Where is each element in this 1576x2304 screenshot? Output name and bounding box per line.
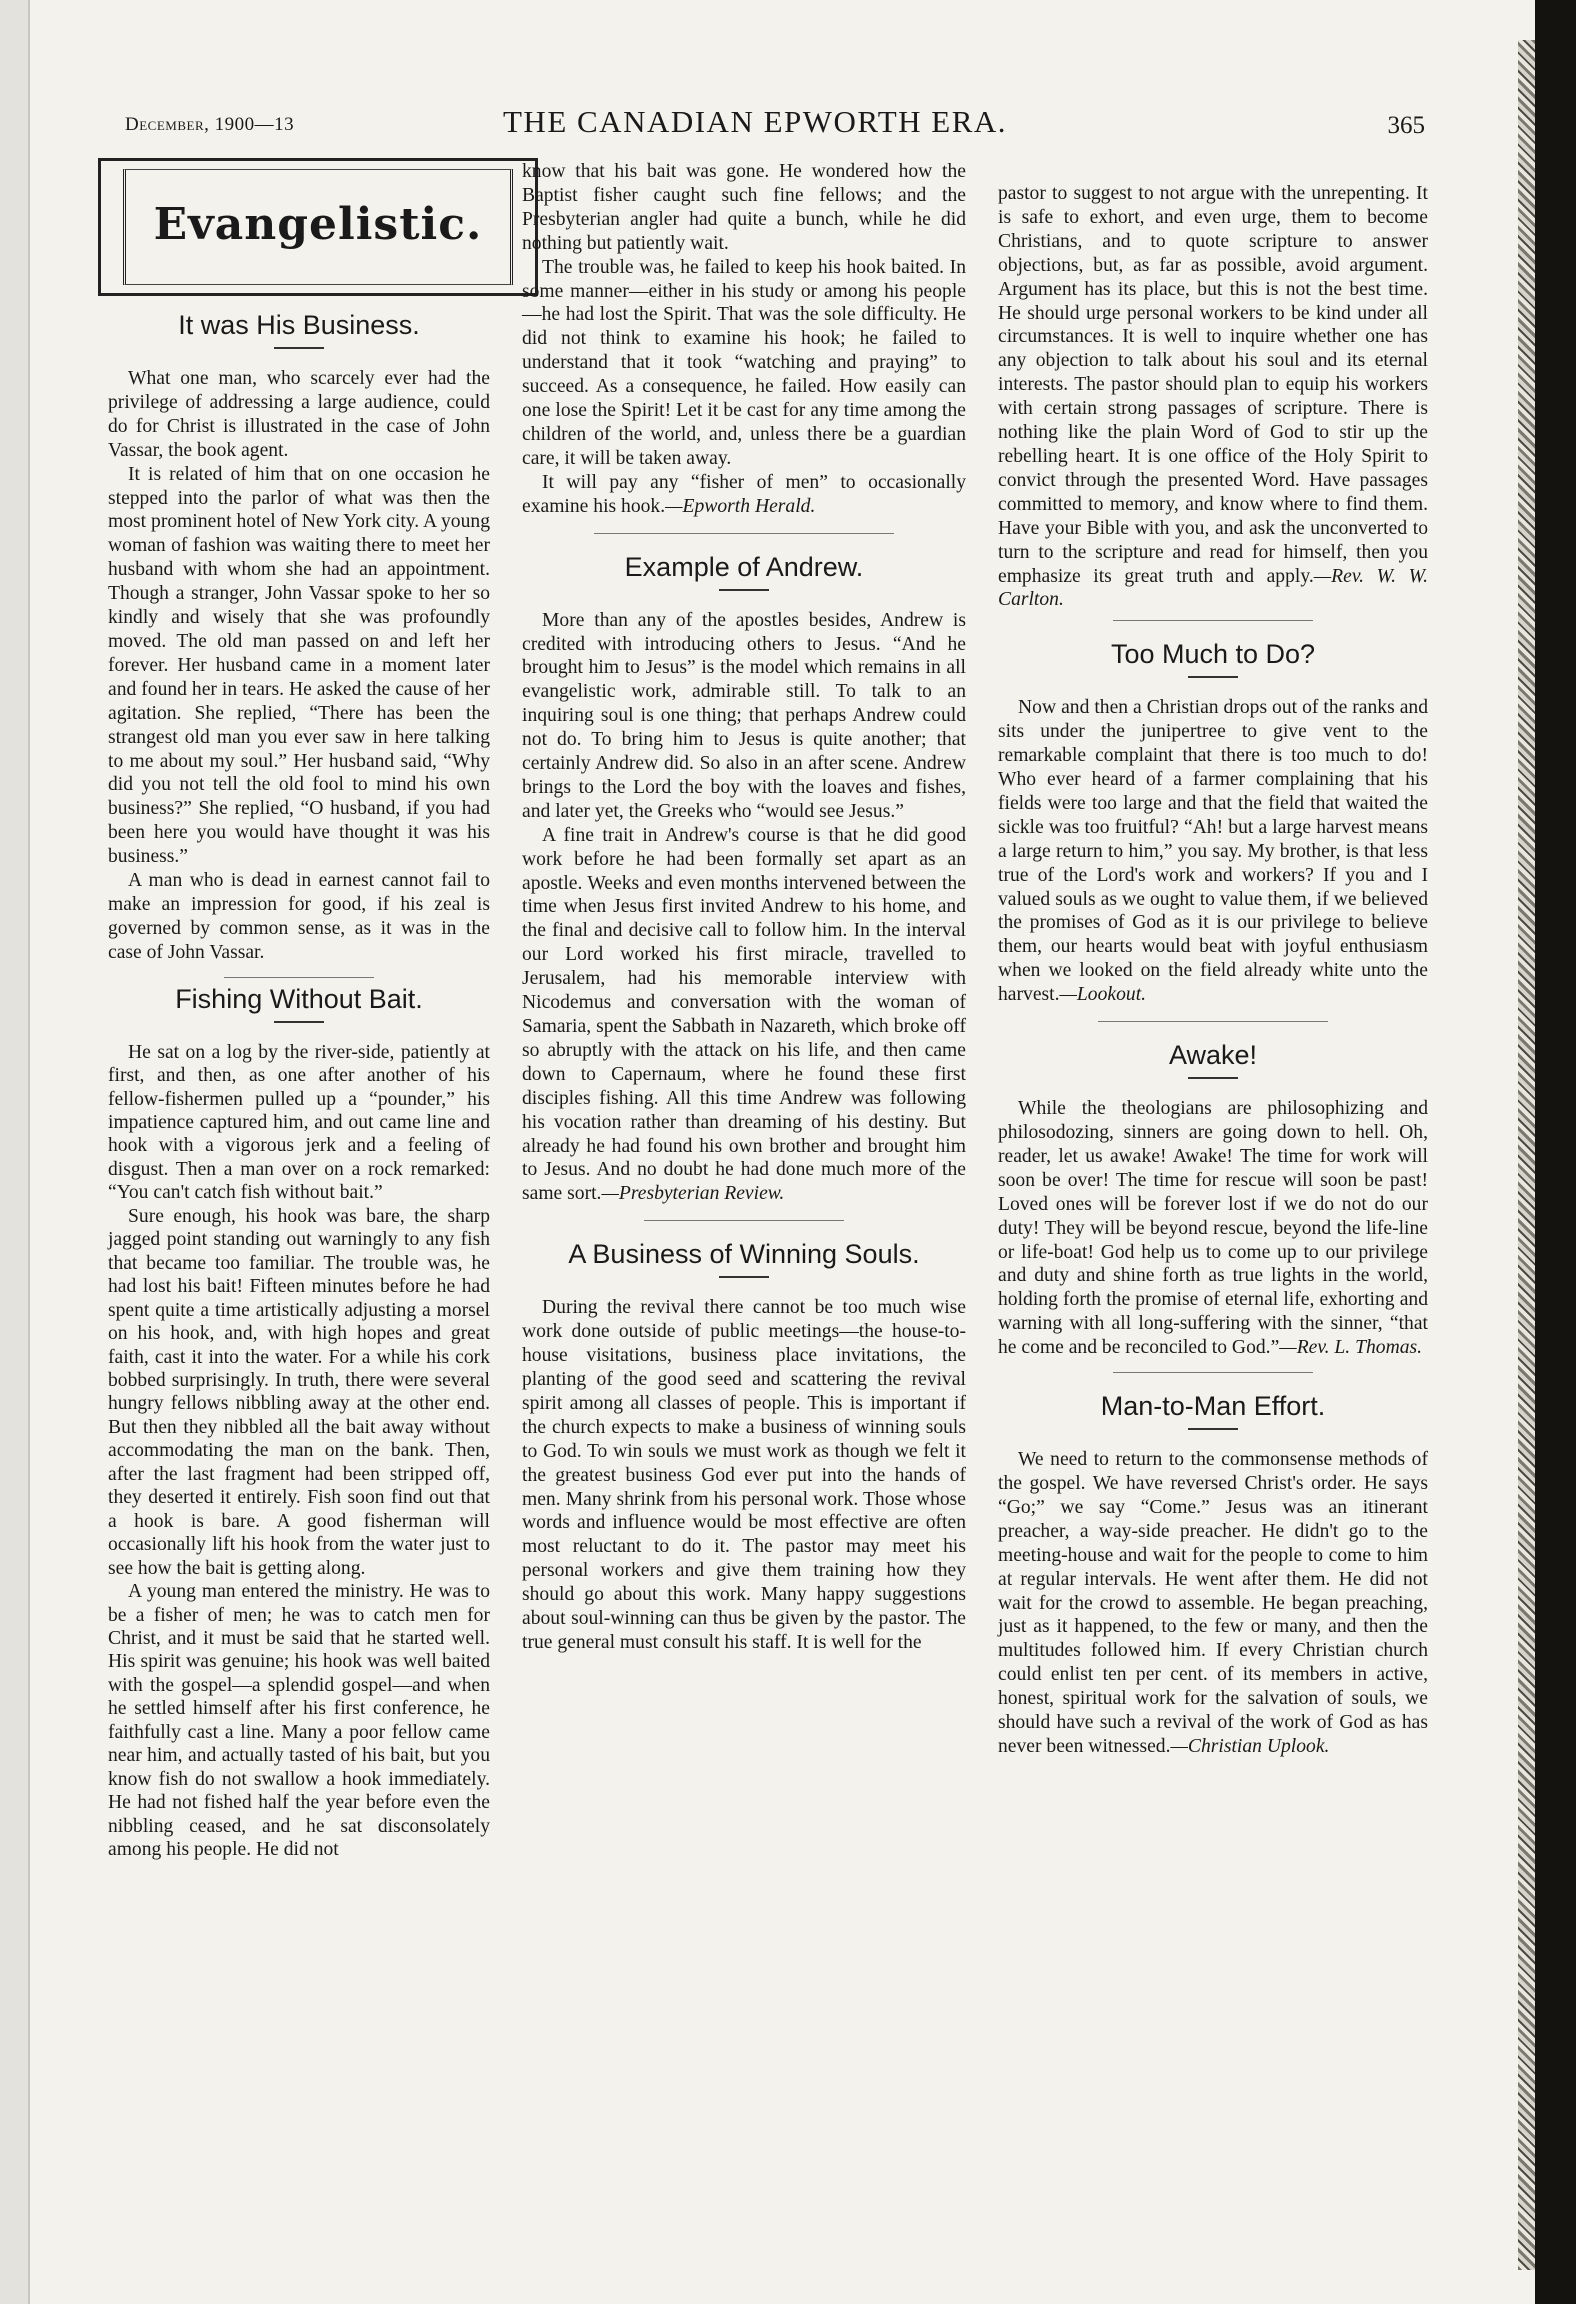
attribution: —Epworth Herald. bbox=[665, 495, 816, 517]
header-title: THE CANADIAN EPWORTH ERA. bbox=[503, 104, 1008, 139]
paragraph-text: Now and then a Christian drops out of the ranks and sits under the junipertree to give vent to the remarkable complaint that there is too much to do! Who ever heard of a farmer complaining that his fields were too large and that the field that waited the sickle was too fruitful? “Ah! but a large harvest means a large return to him,” you say. My brother, is that less true of the Lord's work and workers? If you and I valued souls as we ought to value them, if we believed the promises of God as it is our privilege to believe them, our hearts would beat with joyful enthusiasm when we looked on the field already white unto the harvest. bbox=[998, 697, 1428, 1006]
paragraph: The trouble was, he failed to keep his hook baited. In some manner—either in his study or among his people—he had lost the Spirit. That was the sole difficulty. He did not think to examine his hook; he failed to understand that it took “watching and praying” to succeed. As a consequence, he failed. How easily can one lose the Spirit! Let it be cast for any time among the children of the world, and, unless there be a guardian care, it will be taken away. bbox=[522, 256, 966, 469]
attribution: —Rev. W. W. Carlton. bbox=[998, 565, 1428, 611]
column-3 bbox=[998, 182, 1428, 1759]
paragraph: It is related of him that on one occasion he stepped into the parlor of what was then the most prominent hotel of New York city. A young woman of fashion was waiting there to meet her husband with whom she had an appointment. Though a stranger, John Vassar spoke to her so kindly and wisely that she was profoundly moved. The old man passed on and left her forever. Her husband came in a moment later and found her in tears. He asked the cause of her agitation. She replied, “There has been the strangest old man you ever saw in here talking to me about my soul.” Her husband said, “Why did you not tell the old fool to mind his own business?” She replied, “O husband, if you had been here you would have thought it was his business.” bbox=[108, 463, 490, 868]
article-title: Too Much to Do? bbox=[1110, 639, 1316, 670]
paragraph: know that his bait was gone. He wondered how the Baptist fisher caught such fine fellows; and the Presbyterian angler had quite a bunch, while he did nothing but patiently wait. bbox=[522, 161, 966, 254]
title-rule bbox=[1188, 676, 1238, 678]
paragraph bbox=[998, 182, 1428, 612]
attribution: —Rev. L. Thomas. bbox=[1279, 1337, 1423, 1359]
title-rule bbox=[274, 347, 324, 349]
separator bbox=[1098, 1021, 1328, 1022]
paragraph-text: A fine trait in Andrew's course is that he did good work before he had been formally set apart as an apostle. Weeks and even months intervened between the time when Jesus first invited Andrew to his home, and the final and decisive call to follow him. In the interval our Lord worked his first miracle, travelled to Jerusalem, had his memorable interview with Nicodemus and conversation with the woman of Samaria, spent the Sabbath in Nazareth, which broke off so abruptly with the attack on his life, and then came down to Capernaum, where he found these first disciples fishing. All this time Andrew was following his vocation rather than dreaming of his destiny. But already he had found his own brother and brought him to Jesus. And no doubt he had done much more of the same sort. bbox=[522, 824, 966, 1205]
paragraph bbox=[998, 1097, 1428, 1360]
paragraph-text: pastor to suggest to not argue with the unrepenting. It is safe to exhort, and even urge, them to become Christians, and to quote scripture to answer objections, but, as far as possible, avoid argument. Argument has its place, but this is not the best time. He should urge personal workers to be kind under all circumstances. It is well to inquire whether one has any objection to talk about his soul and its eternal interests. The pastor should plan to equip his workers with certain strong passages of scripture. There is nothing like the plain Word of God to stir up the rebelling heart. It is one office of the Holy Spirit to convict through the presented Word. Have passages committed to memory, and know where to find them. Have your Bible with you, and ask the unconverted to turn to the scripture and read for himself, then you emphasize its great truth and apply. bbox=[998, 183, 1428, 587]
decorative-border bbox=[1518, 40, 1535, 2270]
paragraph: More than any of the apostles besides, Andrew is credited with introducing others to Jesus. “And he brought him to Jesus” is the model which remains in all evangelistic work, admirable still. To talk to an inquiring soul is one thing; that perhaps Andrew could not do. To bring him to Jesus is quite another; that certainly Andrew did. So also in an after scene. Andrew brings to the Lord the boy with the loaves and fishes, and later yet, the Greeks who “would see Jesus.” bbox=[522, 609, 966, 822]
section-banner bbox=[98, 158, 538, 296]
title-rule bbox=[274, 1021, 324, 1023]
paragraph-text: While the theologians are philosophizing and philosodozing, sinners are going down to hell. Oh, reader, let us awake! Awake! The time for work will soon be over! The time for rescue will soon be past! Loved ones will be forever lost if we do not do our duty! They will be beyond rescue, beyond the life-line or life-boat! God help us to come up to our privilege and duty and shine forth as true lights in the world, holding forth the promise of eternal life, exhorting and warning with all long-suffering with the sinner, “that he come and be reconciled to God.” bbox=[998, 1098, 1428, 1359]
paragraph: A man who is dead in earnest cannot fail to make an impression for good, if his zeal is governed by common sense, as it was in the case of John Vassar. bbox=[108, 870, 490, 963]
page-number: 365 bbox=[1387, 112, 1425, 139]
separator bbox=[1113, 1372, 1313, 1373]
article-title: Example of Andrew. bbox=[624, 551, 864, 582]
paragraph bbox=[998, 1448, 1428, 1759]
article-title: A Business of Winning Souls. bbox=[568, 1239, 920, 1270]
paragraph: What one man, who scarcely ever had the privilege of addressing a large audience, could do for Christ is illustrated in the case of John Vassar, the book agent. bbox=[108, 368, 490, 461]
separator bbox=[1113, 620, 1313, 621]
paragraph bbox=[998, 696, 1428, 1007]
separator bbox=[224, 977, 374, 978]
title-rule bbox=[719, 589, 769, 591]
attribution: —Lookout. bbox=[1059, 984, 1147, 1006]
separator bbox=[594, 533, 894, 534]
paragraph-text: It will pay any “fisher of men” to occasionally examine his hook. bbox=[522, 471, 966, 517]
attribution: —Christian Uplook. bbox=[1170, 1735, 1330, 1757]
article-title: Fishing Without Bait. bbox=[175, 983, 423, 1014]
title-rule bbox=[719, 1276, 769, 1278]
paragraph: Sure enough, his hook was bare, the sharp jagged point standing out warningly to any fish that became too familiar. The trouble was, he had lost his bait! Fifteen minutes before he had spent quite a time artistically adjusting a morsel on his hook, and, with high hopes and great faith, cast it into the water. For a while his cork bobbed surprisingly. In truth, there were several hungry fellows nibbling away at the other end. But then they nibbled all the bait away without accommodating the man on the bank. Then, after the last fragment had been stripped off, they deserted it entirely. Fish soon find out that a hook is bare. A good fisherman will occasionally lift his hook from the water just to see how the bait is getting along. bbox=[108, 1205, 490, 1579]
section-title: Evangelistic. bbox=[153, 199, 483, 250]
running-header bbox=[125, 104, 1425, 144]
header-date: December, 1900—13 bbox=[125, 114, 295, 135]
paragraph bbox=[522, 824, 966, 1207]
article-title: It was His Business. bbox=[178, 310, 420, 340]
attribution: —Presbyterian Review. bbox=[601, 1183, 785, 1205]
article-title: Man-to-Man Effort. bbox=[1100, 1391, 1326, 1422]
paragraph bbox=[522, 471, 966, 519]
article-title: Awake! bbox=[1168, 1040, 1258, 1071]
title-rule bbox=[1188, 1077, 1238, 1079]
column-1 bbox=[108, 158, 490, 1862]
paragraph-text: We need to return to the commonsense methods of the gospel. We have reversed Christ's order. He says “Go;” we say “Come.” Jesus was an itinerant preacher, a way-side preacher. He didn't go to the meeting-house and wait for the people to come to him at regular intervals. He went after them. He did not wait for the crowd to assemble. He began preaching, just as it happened, to the few or many, and then the multitudes followed him. If every Christian church could enlist ten per cent. of its members in active, honest, spiritual work for the salvation of souls, we should have such a revival of the work of God as has never been witnessed. bbox=[998, 1449, 1428, 1757]
title-rule bbox=[1188, 1428, 1238, 1430]
scan-background bbox=[1535, 0, 1576, 2304]
separator bbox=[644, 1220, 844, 1221]
paragraph: A young man entered the ministry. He was to be a fisher of men; he was to catch men for Christ, and it must be said that he started well. His spirit was genuine; his hook was well baited with the gospel—a splendid gospel—and when he settled himself after his first conference, he faithfully cast a line. Many a poor fellow came near him, and actually tasted of his bait, but you know fish do not swallow a hook immediately. He had not fished half the year before even the nibbling ceased, and he sat disconsolately among his people. He did not bbox=[108, 1581, 490, 1861]
column-2 bbox=[522, 160, 966, 1655]
left-margin bbox=[0, 0, 30, 2304]
paragraph: He sat on a log by the river-side, patiently at first, and then, as one after another of his fellow-fishermen pulled up a “pounder,” his impatience captured him, and out came line and hook with a vigorous jerk and a feeling of disgust. Then a man over on a rock remarked: “You can't catch fish without bait.” bbox=[108, 1041, 490, 1204]
paragraph: During the revival there cannot be too much wise work done outside of public meetings—the house-to-house visitations, business place invitations, the planting of the good seed and scattering the revival spirit among all classes of people. This is important if the church expects to make a business of winning souls to God. To win souls we must work as though we felt it the greatest business God ever put into the hands of men. Many shrink from his personal work. Those whose words and influence would be most effective are often most reluctant to do it. The pastor may meet his personal workers and give them training how they should go about this work. Many happy suggestions about soul-winning can thus be given by the pastor. The true general must consult his staff. It is well for the bbox=[522, 1297, 966, 1653]
